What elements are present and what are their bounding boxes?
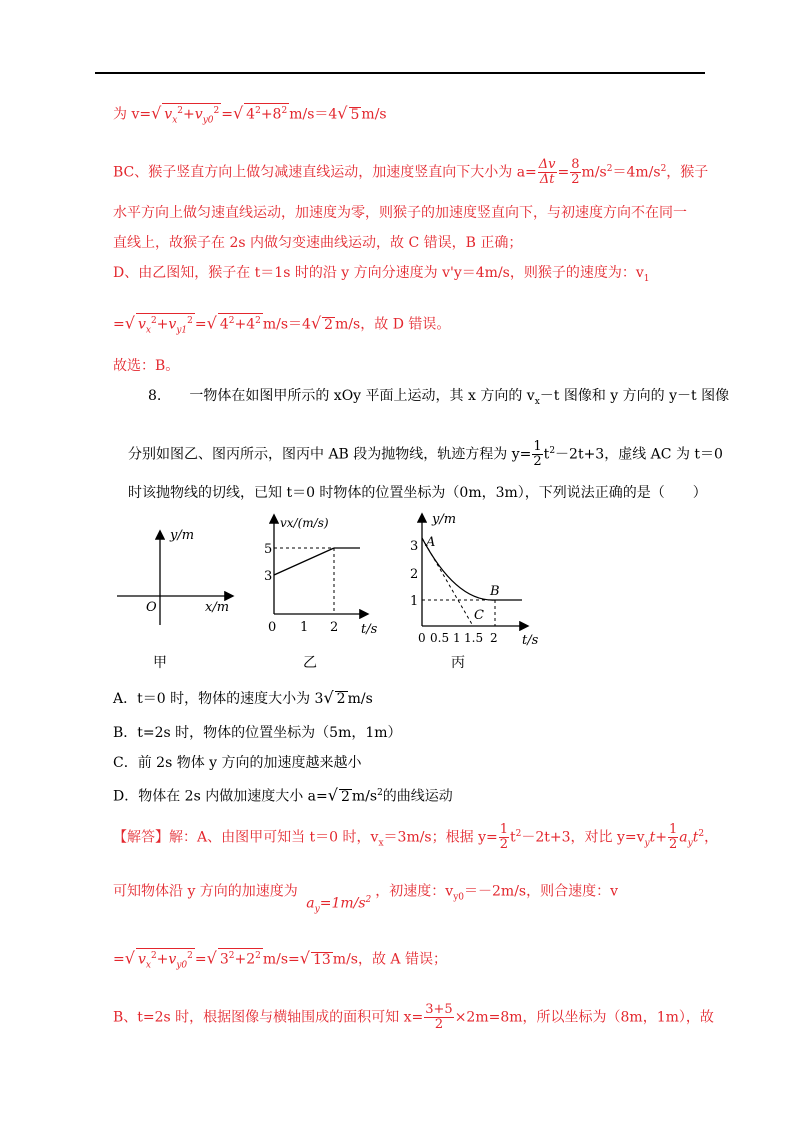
- text-line-7: 故选：B。: [113, 358, 180, 374]
- bing-tick-1: 1: [410, 594, 419, 609]
- yi-tick-0: 0: [268, 620, 277, 635]
- bing-tick-3: 3: [410, 539, 419, 554]
- answer-line-2: 可知物体沿 y 方向的加速度为 $a_y=1m/s^2$，初速度：$v_{y0}=-2m/s$，则合速度：v: [113, 878, 618, 907]
- bing-point-c: C: [474, 608, 484, 623]
- text-line-6: =√ $v_x^2+v_{y1}^2$ =√ $4^2+4^2$ m/s＝4√ 2 m/s，故 D 错误。: [113, 313, 450, 338]
- bing-point-b: B: [490, 584, 500, 599]
- yi-tick-3: 3: [264, 569, 273, 584]
- text-line-3: 水平方向上做匀速直线运动，加速度为零，则猴子的加速度竖直向下，与初速度方向不在同一: [113, 205, 687, 221]
- yi-caption: 乙: [303, 655, 317, 671]
- yi-tick-1: 1: [300, 620, 309, 635]
- question-8-line-3: 时该抛物线的切线，已知 t＝0 时物体的位置坐标为（0m，3m），下列说法正确的是（ ）: [128, 485, 707, 501]
- jia-x-label: x/m: [205, 600, 230, 615]
- option-d: D．物体在 2s 内做加速度大小 a=√ 2 $m/s^2$的曲线运动: [113, 785, 453, 805]
- yi-x-label: t/s: [361, 622, 378, 637]
- yi-tick-5: 5: [264, 542, 273, 557]
- bing-tick-2: 2: [410, 567, 419, 582]
- yi-tick-2: 2: [330, 620, 339, 635]
- answer-ay-formula: $a_y=1m/s^2$: [306, 895, 372, 915]
- text-line-4: 直线上，故猴子在 2s 内做匀变速曲线运动，故 C 错误，B 正确；: [113, 235, 523, 251]
- answer-line-3: =√ $v_x^2+v_{y0}^2$ =√ $3^2+2^2$ m/s=√ 13 m/s，故 A 错误；: [113, 948, 447, 973]
- figure-jia: [117, 528, 232, 671]
- answer-tag: 【解答】: [113, 829, 169, 846]
- jia-y-label: y/m: [170, 528, 195, 543]
- bing-tick-0: 0: [418, 631, 426, 645]
- option-b: B．t=2s 时，物体的位置坐标为（5m，1m）: [113, 725, 402, 741]
- bing-tick-2: 2: [490, 631, 498, 645]
- bing-point-a: A: [426, 535, 436, 550]
- bing-tick-0-5: 0.5: [430, 631, 450, 645]
- answer-line-4: B、t=2s 时，根据图像与横轴围成的面积可知 x= $\frac{3+5}{2}$ ×2m=8m，所以坐标为（8m，1m），故: [113, 1002, 714, 1032]
- text-line-5: D、由乙图知，猴子在 t＝1s 时的沿 y 方向分速度为 v'y＝4m/s，则猴子的速度为：$v_1$: [113, 265, 650, 284]
- figures: [112, 510, 552, 680]
- bing-tick-1-5: 1.5: [464, 631, 484, 645]
- jia-caption: 甲: [153, 655, 167, 671]
- header-rule: [95, 72, 705, 74]
- option-c: C．前 2s 物体 y 方向的加速度越来越小: [113, 755, 362, 771]
- bing-y-label: y/m: [432, 512, 457, 527]
- bing-x-label: t/s: [522, 633, 539, 648]
- option-a: A．t＝0 时，物体的速度大小为 3√ 2 m/s: [113, 688, 373, 707]
- bing-tick-1: 1: [453, 631, 461, 645]
- figure-bing: [410, 512, 539, 671]
- text-line-1: 为 v=√ $v_x^2+v_{y0}^2$ =√ $4^2+8^2$ m/s＝4√ 5 m/s: [113, 103, 387, 128]
- figures-svg: [112, 510, 552, 680]
- bing-caption: 丙: [451, 655, 465, 671]
- yi-y-label: vx/(m/s): [280, 516, 329, 530]
- yi-line-rising: [274, 548, 334, 575]
- question-8-line-2: 分别如图乙、图丙所示，图丙中 AB 段为抛物线，轨迹方程为 y= $\frac{1}{2}$ $t^2-2t+3$，虚线 AC 为 t＝0: [128, 439, 723, 469]
- jia-origin: O: [146, 600, 157, 615]
- text-line-2: BC、猴子竖直方向上做匀减速直线运动，加速度竖直向下大小为 a= $\frac{\Delta v}{\Delta t}$ = $\frac{8}{2}$ $m/s^2=4m/s^2$，猴子: [113, 157, 709, 187]
- figure-yi: [264, 516, 378, 671]
- answer-line-1: 【解答】解：A、由图甲可知当 t＝0 时，$v_x=3m/s$；根据 y= $\frac{1}{2}$ $t^2-2t+3$，对比 $y=v_yt+$ $\frac{1}{2}$ $a_yt^2$，: [113, 822, 719, 852]
- question-8-line-1: 8. 一物体在如图甲所示的 xOy 平面上运动，其 x 方向的 $v_x-t$ 图像和 y 方向的 y－t 图像: [148, 388, 730, 407]
